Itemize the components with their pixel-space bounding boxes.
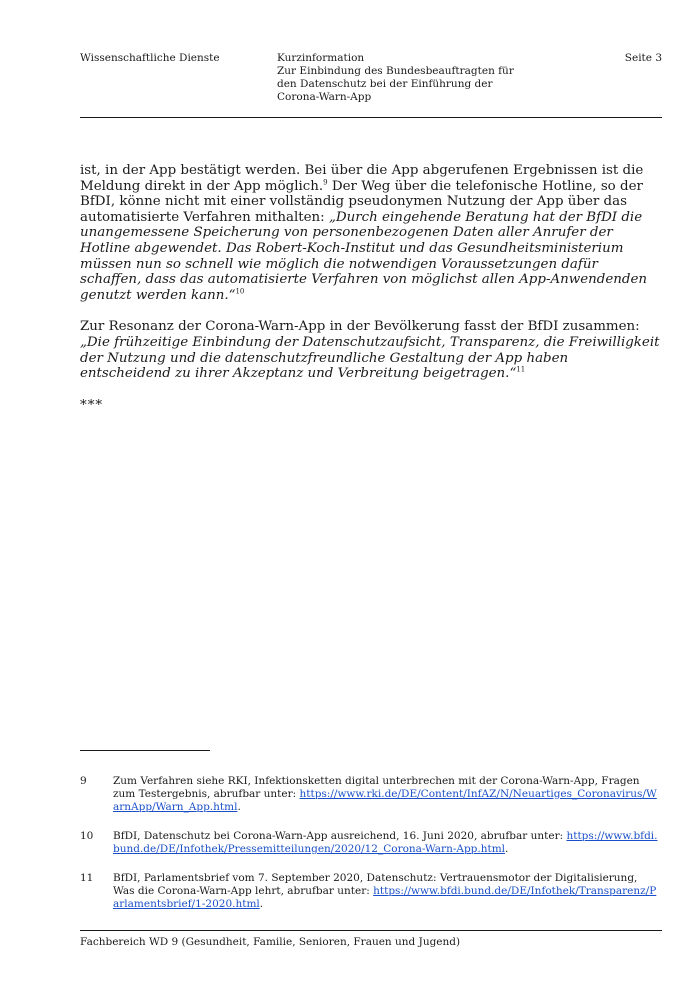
footnote bbox=[80, 775, 662, 814]
paragraph-1-text-b: Der Weg über die telefonische Hotline, so der BfDI, könne nicht mit einer vollständig pseudonymen Nutzung der App über das automatisierte Verfahren mithalten: bbox=[80, 178, 643, 225]
section-separator: *** bbox=[80, 397, 104, 413]
main-content bbox=[80, 163, 662, 413]
footnote bbox=[80, 830, 662, 856]
footnote-link[interactable]: https://www.bfdi.bund.de/DE/Infothek/Transparenz/Parlamentsbrief/1-2020.html bbox=[113, 885, 657, 910]
footnote-body: Zum Verfahren siehe RKI, Infektionsketten digital unterbrechen mit der Corona-Warn-App, Fragen zum Testergebnis, abrufbar unter: bbox=[113, 775, 640, 800]
footnotes bbox=[80, 775, 662, 927]
footnote-ref-11[interactable]: 11 bbox=[516, 365, 526, 374]
header-doc-title: Zur Einbindung des Bundesbeauftragten für den Datenschutz bei der Einführung der Corona-Warn-App bbox=[277, 65, 514, 103]
paragraph-2-text-a: Zur Resonanz der Corona-Warn-App in der Bevölkerung fasst der BfDI zusammen: bbox=[80, 319, 640, 335]
footnote-body: BfDI, Datenschutz bei Corona-Warn-App ausreichend, 16. Juni 2020, abrufbar unter: bbox=[113, 830, 567, 842]
footnote-number: 9 bbox=[80, 775, 87, 787]
footnote-link[interactable]: https://www.rki.de/DE/Content/InfAZ/N/Neuartiges_Coronavirus/WarnApp/Warn_App.html bbox=[113, 788, 657, 813]
footnote-text bbox=[113, 775, 662, 814]
footnote bbox=[80, 872, 662, 911]
paragraph-2-quote: „Die frühzeitige Einbindung der Datenschutzaufsicht, Transparenz, die Freiwilligkeit der Nutzung und die datenschutzfreundliche Gestaltung der App haben entscheidend zu ihrer Akzeptanz und Verbreitung beigetragen.“ bbox=[80, 334, 660, 382]
footnote-number: 11 bbox=[80, 872, 94, 884]
page-number: Seite 3 bbox=[624, 52, 662, 64]
footnote-link[interactable]: https://www.bfdi.bund.de/DE/Infothek/Pressemitteilungen/2020/12_Corona-Warn-App.html bbox=[113, 830, 658, 855]
header-department: Wissenschaftliche Dienste bbox=[80, 52, 220, 64]
header-document-info bbox=[277, 52, 532, 104]
paragraph-2 bbox=[80, 319, 662, 381]
header-divider bbox=[80, 117, 662, 118]
footnote-number: 10 bbox=[80, 830, 94, 842]
footer-divider bbox=[80, 930, 662, 931]
footer-department: Fachbereich WD 9 (Gesundheit, Familie, Senioren, Frauen und Jugend) bbox=[80, 936, 461, 948]
paragraph-1-quote: „Durch eingehende Beratung hat der BfDI die unangemessene Speicherung von personenbezogenen Daten aller Anrufer der Hotline abgewendet. Das Robert-Koch-Institut und das Gesundheitsministerium müssen nun so schnell wie möglich die notwendigen Voraussetzungen dafür schaffen, dass das automatisierte Verfahren von möglichst allen App-Anwendenden genutzt werden kann.“ bbox=[80, 209, 648, 303]
footnote-end: . bbox=[505, 843, 509, 855]
footnote-body: BfDI, Parlamentsbrief vom 7. September 2020, Datenschutz: Vertrauensmotor der Digitalisierung, Was die Corona-Warn-App lehrt, abrufbar unter: bbox=[113, 872, 638, 897]
footnote-text bbox=[113, 830, 662, 856]
paragraph-1-text-a: ist, in der App bestätigt werden. Bei über die App abgerufenen Ergebnissen ist die Meldung direkt in der App möglich. bbox=[80, 163, 644, 194]
footnote-divider bbox=[80, 750, 210, 751]
footnote-text bbox=[113, 872, 662, 911]
paragraph-1 bbox=[80, 163, 662, 303]
header-doc-type: Kurzinformation bbox=[277, 52, 365, 64]
footnote-end: . bbox=[237, 801, 241, 813]
footnote-ref-10[interactable]: 10 bbox=[235, 287, 245, 296]
footnote-ref-9[interactable]: 9 bbox=[323, 178, 328, 187]
footnote-end: . bbox=[259, 898, 264, 910]
